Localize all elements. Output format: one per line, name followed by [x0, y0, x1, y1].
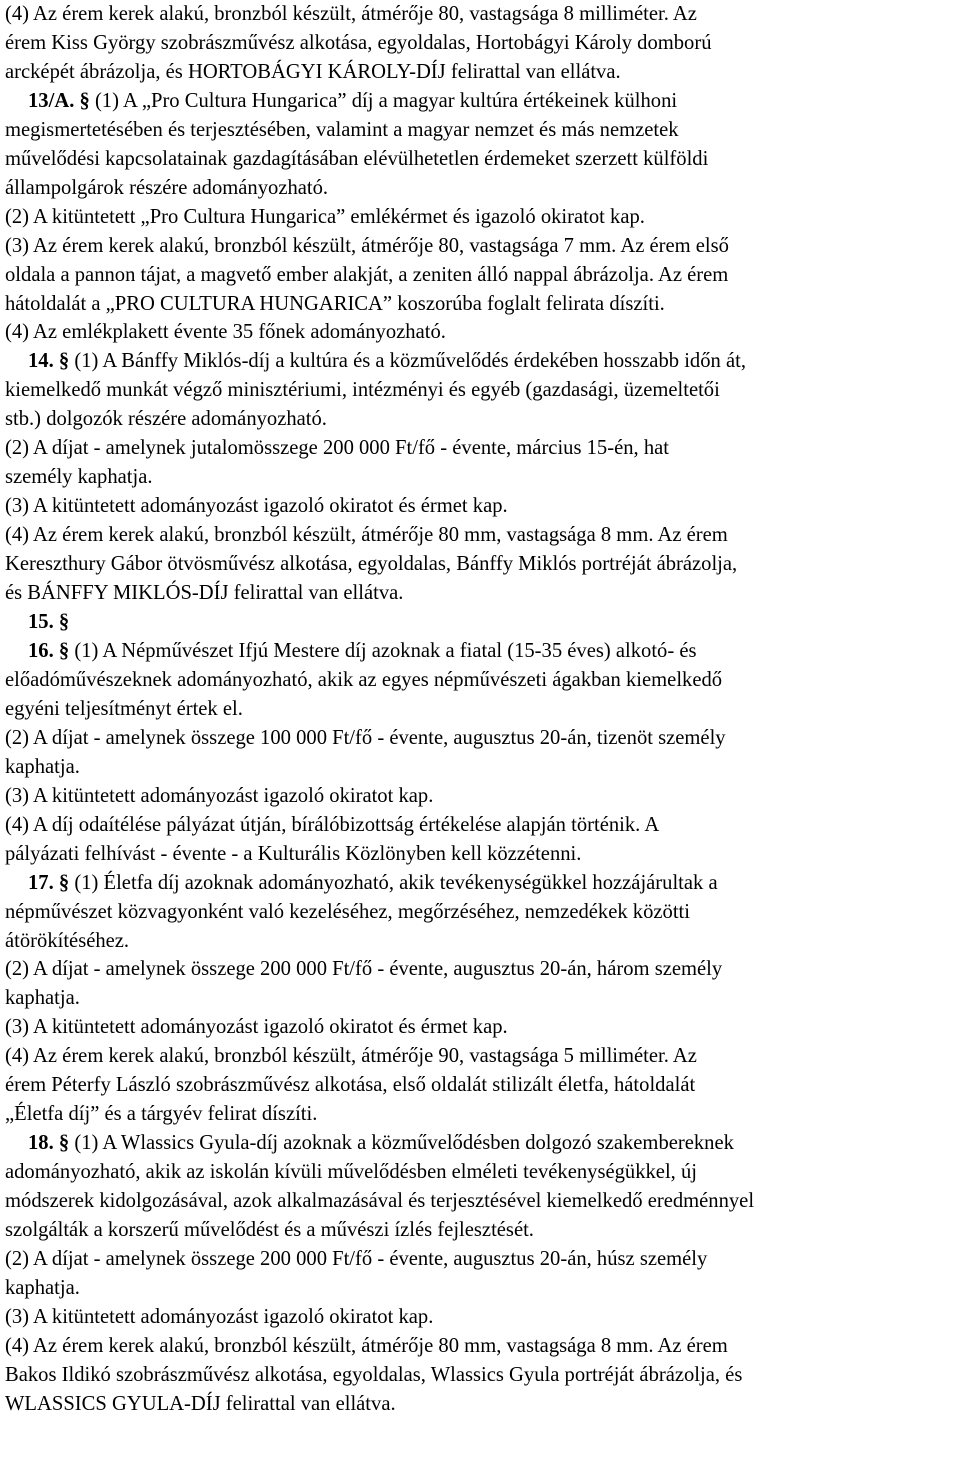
section-text: (1) A Bánffy Miklós-díj a kultúra és a közművelődés érdekében hosszabb időn át, [74, 350, 746, 373]
section-text: (1) A Népművészet Ifjú Mestere díj azoknak a fiatal (15-35 éves) alkotó- és [74, 639, 697, 662]
paragraph-line: stb.) dolgozók részére adományozható. [5, 408, 327, 431]
paragraph-line: adományozható, akik az iskolán kívüli művelődésben elméleti tevékenységükkel, új [5, 1161, 697, 1184]
paragraph-line: (4) A díj odaítélése pályázat útján, bírálóbizottság értékelése alapján történik. A [5, 813, 660, 836]
paragraph-line: érem Péterfy László szobrászművész alkotása, első oldalát stilizált életfa, hátoldalát [5, 1074, 696, 1097]
paragraph-line: kaphatja. [5, 755, 80, 778]
paragraph-line: (3) A kitüntetett adományozást igazoló okiratot kap. [5, 784, 434, 807]
paragraph-line: művelődési kapcsolatainak gazdagításában elévülhetetlen érdemeket szerzett külföldi [5, 147, 709, 170]
paragraph-line: kaphatja. [5, 1276, 80, 1299]
paragraph-line: (4) Az emlékplakett évente 35 főnek adományozható. [5, 321, 446, 344]
section-sign: § [58, 639, 75, 662]
section-heading-line [5, 608, 956, 637]
paragraph-line: (4) Az érem kerek alakú, bronzból készült, átmérője 80 mm, vastagsága 8 mm. Az érem [5, 1334, 728, 1357]
paragraph-line: (3) A kitüntetett adományozást igazoló okiratot és érmet kap. [5, 495, 508, 518]
paragraph-line: (4) Az érem kerek alakú, bronzból készült, átmérője 80, vastagsága 8 milliméter. Az [5, 3, 697, 25]
section-text: (1) A „Pro Cultura Hungarica” díj a magyar kultúra értékeinek külhoni [94, 89, 678, 112]
paragraph-line: (4) Az érem kerek alakú, bronzból készült, átmérője 90, vastagsága 5 milliméter. Az [5, 1045, 697, 1068]
paragraph-line: kiemelkedő munkát végző minisztériumi, intézményi és egyéb (gazdasági, üzemeltetői [5, 379, 720, 402]
paragraph-line: Bakos Ildikó szobrászművész alkotása, egyoldalas, Wlassics Gyula portréját ábrázolja, és [5, 1363, 743, 1386]
paragraph-line: hátoldalát a „PRO CULTURA HUNGARICA” koszorúba foglalt felirata díszíti. [5, 292, 665, 315]
paragraph-line: szolgálták a korszerű művelődést és a művészi ízlés fejlesztését. [5, 1219, 534, 1242]
section-number: 13/A. [28, 89, 80, 112]
section-heading-line [5, 347, 956, 376]
paragraph-line: (2) A díjat - amelynek összege 200 000 Ft/fő - évente, augusztus 20-án, húsz személy [5, 1247, 708, 1270]
paragraph-line: WLASSICS GYULA-DÍJ felirattal van ellátva. [5, 1392, 396, 1415]
paragraph-line: (2) A díjat - amelynek jutalomösszege 200 000 Ft/fő - évente, március 15-én, hat [5, 437, 669, 460]
paragraph-line: (2) A díjat - amelynek összege 100 000 Ft/fő - évente, augusztus 20-án, tizenöt személy [5, 726, 726, 749]
section-number: 14. [28, 350, 59, 373]
paragraph-line: (2) A díjat - amelynek összege 200 000 Ft/fő - évente, augusztus 20-án, három személy [5, 958, 723, 981]
paragraph-line: (3) A kitüntetett adományozást igazoló okiratot és érmet kap. [5, 1016, 508, 1039]
paragraph-line: módszerek kidolgozásával, azok alkalmazásával és terjesztésével kiemelkedő eredménnyel [5, 1190, 755, 1213]
section-heading-line [5, 87, 956, 116]
paragraph-line: arcképét ábrázolja, és HORTOBÁGYI KÁROLY-DÍJ felirattal van ellátva. [5, 60, 621, 83]
section-heading-line [5, 637, 956, 666]
section-text: (1) Életfa díj azoknak adományozható, akik tevékenységükkel hozzájárultak a [74, 871, 718, 894]
paragraph-line: és BÁNFFY MIKLÓS-DÍJ felirattal van ellátva. [5, 582, 404, 605]
section-text: (1) A Wlassics Gyula-díj azoknak a közművelődésben dolgozó szakembereknek [74, 1132, 734, 1155]
paragraph-line: megismertetésében és terjesztésében, valamint a magyar nemzet és más nemzetek [5, 118, 679, 141]
section-sign: § [58, 611, 70, 634]
section-number: 16. [28, 639, 59, 662]
paragraph-line: (3) Az érem kerek alakú, bronzból készült, átmérője 80, vastagsága 7 mm. Az érem első [5, 234, 729, 257]
section-sign: § [58, 871, 75, 894]
paragraph-line: Kereszthury Gábor ötvösművész alkotása, egyoldalas, Bánffy Miklós portréját ábrázolja, [5, 553, 738, 576]
paragraph-line: állampolgárok részére adományozható. [5, 176, 329, 199]
section-sign: § [58, 1132, 75, 1155]
section-heading-line [5, 1129, 956, 1158]
section-heading-line [5, 869, 956, 898]
paragraph-line: „Életfa díj” és a tárgyév felirat díszíti. [5, 1103, 318, 1126]
paragraph-line: átörökítéséhez. [5, 929, 130, 952]
paragraph-line: személy kaphatja. [5, 466, 153, 489]
section-sign: § [58, 350, 75, 373]
paragraph-line: népművészet közvagyonként való kezeléséhez, megőrzéséhez, nemzedékek közötti [5, 900, 691, 923]
paragraph-line: (3) A kitüntetett adományozást igazoló okiratot kap. [5, 1305, 434, 1328]
paragraph-line: egyéni teljesítményt értek el. [5, 697, 243, 720]
paragraph-line: érem Kiss György szobrászművész alkotása, egyoldalas, Hortobágyi Károly domború [5, 31, 712, 54]
section-number: 15. [28, 611, 59, 634]
paragraph-line: kaphatja. [5, 987, 80, 1010]
section-sign: § [79, 89, 95, 112]
section-number: 17. [28, 871, 59, 894]
paragraph-line: előadóművészeknek adományozható, akik az egyes népművészeti ágakban kiemelkedő [5, 668, 723, 691]
paragraph-line: pályázati felhívást - évente - a Kulturális Közlönyben kell közzétenni. [5, 842, 582, 865]
paragraph-line: oldala a pannon tájat, a magvető ember alakját, a zeniten álló nappal ábrázolja. Az érem [5, 263, 729, 286]
paragraph-line: (4) Az érem kerek alakú, bronzból készült, átmérője 80 mm, vastagsága 8 mm. Az érem [5, 524, 728, 547]
section-number: 18. [28, 1132, 59, 1155]
paragraph-line: (2) A kitüntetett „Pro Cultura Hungarica” emlékérmet és igazoló okiratot kap. [5, 205, 645, 228]
